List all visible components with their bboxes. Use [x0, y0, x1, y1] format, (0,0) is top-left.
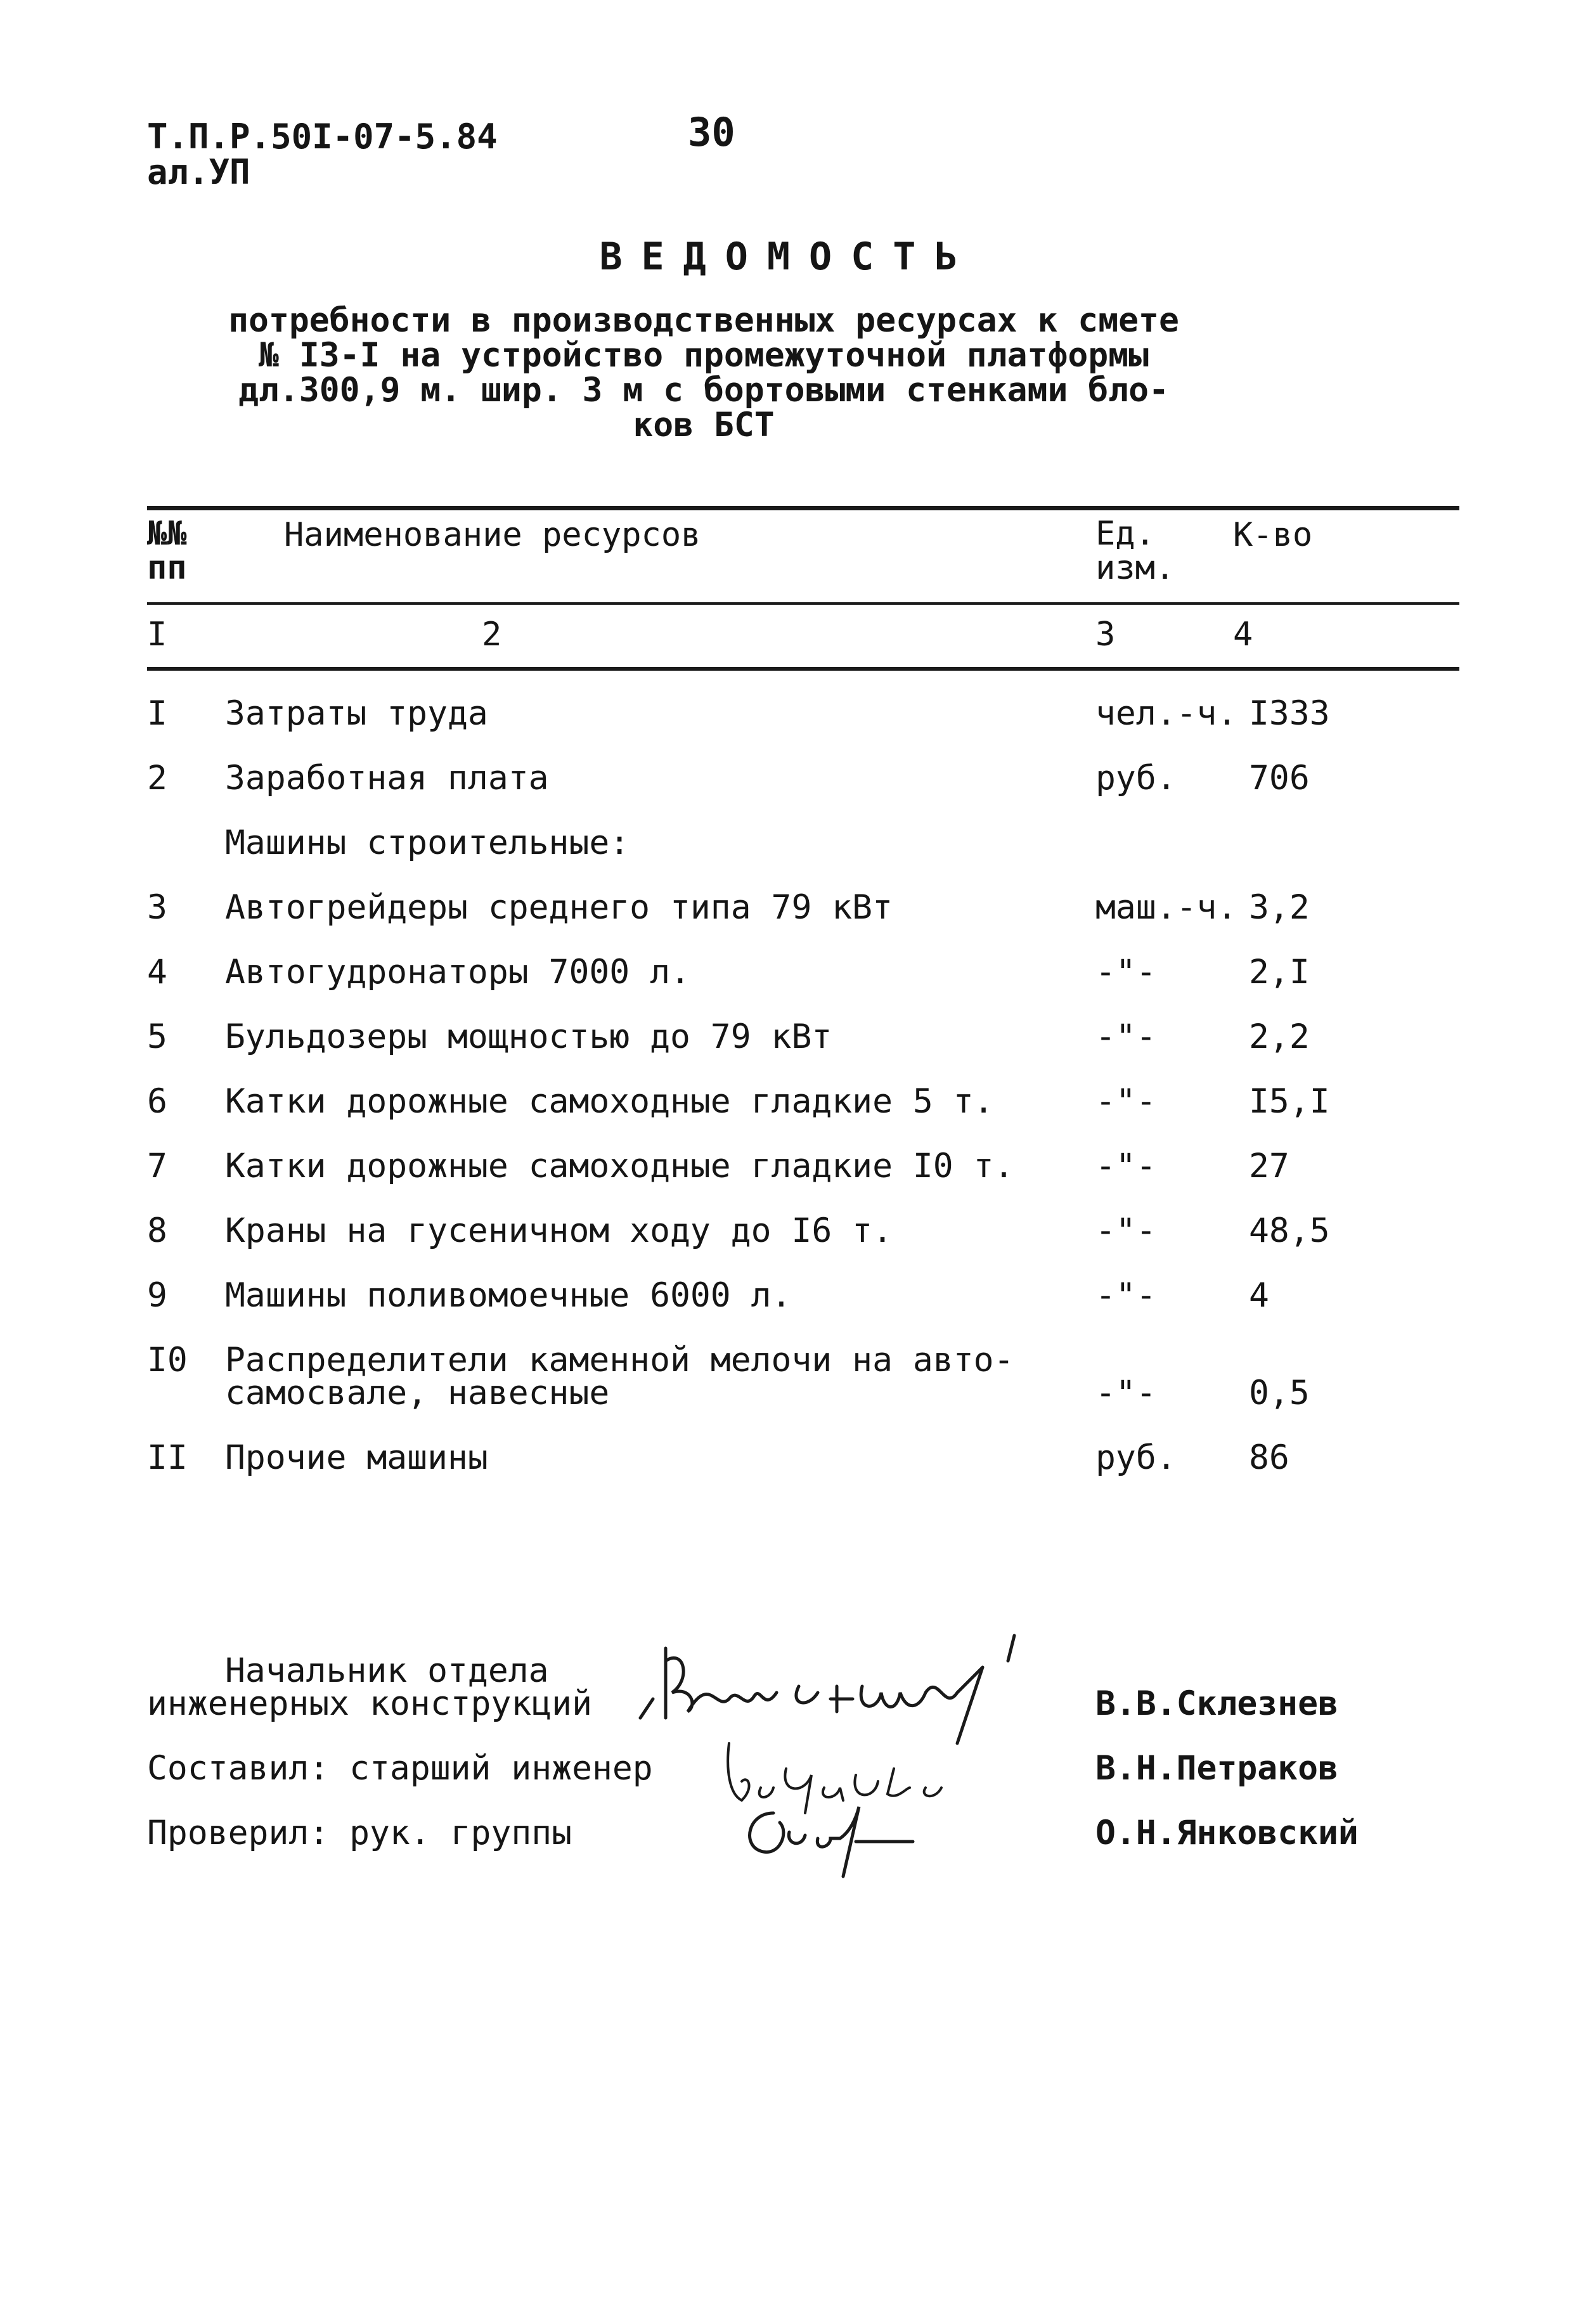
- row-number: 6: [147, 1082, 167, 1121]
- row-number: 7: [147, 1147, 167, 1185]
- row-unit: -"-: [1095, 1211, 1156, 1250]
- doc-code-line: Т.П.Р.50I-07-5.84: [147, 117, 498, 157]
- row-unit: руб.: [1095, 1438, 1177, 1477]
- row-unit: -"-: [1095, 953, 1156, 991]
- header-qty: К-во: [1233, 516, 1313, 554]
- header-num-line1: №№: [147, 515, 187, 553]
- row-name: Затраты труда: [225, 694, 488, 733]
- signer-name: В.В.Склезнев: [1095, 1684, 1338, 1723]
- row-name: Заработная плата: [225, 759, 549, 797]
- row-qty: 2,2: [1249, 1017, 1310, 1056]
- signer-role: Проверил: рук. группы: [147, 1814, 572, 1852]
- row-unit: чел.-ч.: [1095, 694, 1237, 733]
- header-unit: [1095, 517, 1175, 585]
- column-number: I: [147, 616, 167, 654]
- header-num: [147, 517, 187, 585]
- row-qty: I5,I: [1249, 1082, 1330, 1121]
- row-name: Автогрейдеры среднего типа 79 кВт: [225, 888, 893, 927]
- header-bottom-rule: [147, 602, 1459, 605]
- row-qty: 27: [1249, 1147, 1289, 1185]
- row-qty: 3,2: [1249, 888, 1310, 927]
- page-number: 30: [688, 109, 735, 155]
- row-unit: -"-: [1095, 1276, 1156, 1315]
- signature-yankovsky: [729, 1794, 932, 1883]
- row-qty: 4: [1249, 1276, 1269, 1315]
- row-number: 8: [147, 1211, 167, 1250]
- column-number: 2: [482, 616, 502, 654]
- header-unit-line2: изм.: [1095, 549, 1175, 587]
- row-name: Краны на гусеничном ходу до I6 т.: [225, 1211, 893, 1250]
- row-name: [225, 1341, 1014, 1412]
- row-name: Бульдозеры мощностью до 79 кВт: [225, 1017, 832, 1056]
- row-qty: 48,5: [1249, 1211, 1330, 1250]
- row-number: I: [147, 694, 167, 733]
- subtitle-line: потребности в производственных ресурсах к смете: [228, 301, 1179, 340]
- signer-name: О.Н.Янковский: [1095, 1814, 1359, 1852]
- row-number: 4: [147, 953, 167, 991]
- row-name-line2: самосвале, навесные: [225, 1374, 610, 1412]
- column-numbers-rule: [147, 667, 1459, 671]
- row-number: 3: [147, 888, 167, 927]
- row-number: 2: [147, 759, 167, 797]
- row-name: Машины поливомоечные 6000 л.: [225, 1276, 792, 1315]
- page-title: ВЕДОМОСТЬ: [599, 235, 977, 279]
- subtitle-line: № I3-I на устройство промежуточной платформы: [259, 336, 1149, 375]
- signer-role: Составил: старший инженер: [147, 1749, 653, 1788]
- header-unit-line1: Ед.: [1095, 515, 1155, 553]
- row-name: Машины строительные:: [225, 823, 630, 862]
- table-top-rule: [147, 506, 1459, 510]
- signer-role-line1: Начальник отдела: [225, 1651, 549, 1690]
- row-qty: 86: [1249, 1438, 1289, 1477]
- row-name: Катки дорожные самоходные гладкие I0 т.: [225, 1147, 1014, 1185]
- row-unit: -"-: [1095, 1374, 1156, 1412]
- row-name: Прочие машины: [225, 1438, 488, 1477]
- subtitle-line: дл.300,9 м. шир. 3 м с бортовыми стенками бло-: [238, 371, 1169, 410]
- row-unit: -"-: [1095, 1147, 1156, 1185]
- subtitle-line: ков БСТ: [633, 406, 775, 444]
- row-unit: маш.-ч.: [1095, 888, 1237, 927]
- document-code: [147, 119, 498, 190]
- row-number: II: [147, 1438, 188, 1477]
- row-number: I0: [147, 1341, 188, 1379]
- header-name: Наименование ресурсов: [284, 516, 701, 554]
- row-qty: 706: [1249, 759, 1310, 797]
- column-number: 3: [1095, 616, 1116, 654]
- header-num-line2: пп: [147, 549, 187, 587]
- row-number: 5: [147, 1017, 167, 1056]
- signer-name: В.Н.Петраков: [1095, 1749, 1338, 1788]
- row-qty: I333: [1249, 694, 1330, 733]
- signer-role-line2: инженерных конструкций: [147, 1684, 592, 1723]
- row-unit: -"-: [1095, 1082, 1156, 1121]
- row-qty: 0,5: [1249, 1374, 1310, 1412]
- row-unit: руб.: [1095, 759, 1177, 797]
- page-subtitle: [190, 303, 1217, 442]
- album-line: ал.УП: [147, 152, 250, 192]
- row-name: Катки дорожные самоходные гладкие 5 т.: [225, 1082, 994, 1121]
- row-qty: 2,I: [1249, 953, 1310, 991]
- row-name-line1: Распределители каменной мелочи на авто-: [225, 1341, 1014, 1379]
- row-name: Автогудронаторы 7000 л.: [225, 953, 690, 991]
- row-unit: -"-: [1095, 1017, 1156, 1056]
- column-number: 4: [1233, 616, 1253, 654]
- row-number: 9: [147, 1276, 167, 1315]
